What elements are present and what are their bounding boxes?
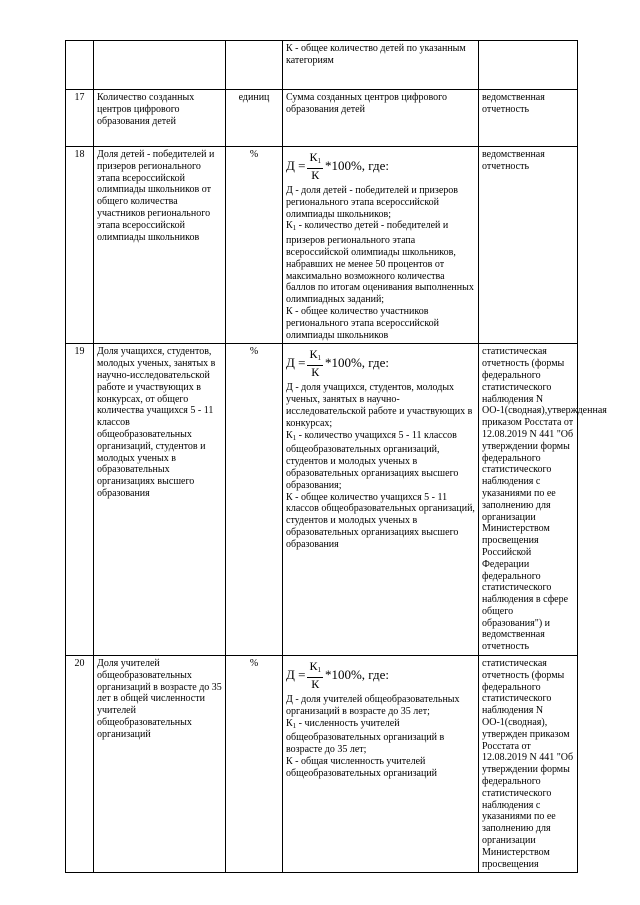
var-desc: - численность учителей общеобразовательных организаций в возрасте до 35 лет; [286, 717, 445, 756]
var-name: К [286, 429, 293, 441]
var-sub: 1 [292, 224, 297, 233]
formula-numerator-sub: 1 [317, 665, 321, 674]
table-row [66, 147, 578, 344]
formula-denominator: К [311, 167, 320, 182]
method-definition [286, 430, 475, 492]
table-row [66, 344, 578, 656]
table-row [66, 90, 578, 147]
indicators-table [65, 40, 610, 873]
formula-denominator: К [311, 676, 320, 691]
formula-numerator: К [309, 149, 318, 164]
method-text: К - общее количество детей по указанным категориям [286, 43, 466, 66]
method-definition [286, 718, 475, 756]
unit-cell [226, 41, 283, 90]
formula [286, 660, 475, 690]
method-text: Сумма созданных центров цифрового образования детей [283, 90, 479, 147]
formula-rhs: *100%, где: [324, 158, 389, 173]
var-sub: 1 [292, 433, 297, 442]
data-source: ведомственная отчетность [479, 90, 578, 147]
method-definition [286, 220, 475, 306]
unit: единиц [226, 90, 283, 147]
indicator-name: Доля детей - победителей и призеров регионального этапа всероссийской олимпиады школьников от общего количества участников регионального этапа всероссийской олимпиады школьников [94, 147, 226, 344]
table-row [66, 41, 578, 90]
method-definition: К - общая численность учителей общеобразовательных организаций [286, 756, 438, 779]
source-cell [479, 41, 578, 90]
method-definition: К - общее количество участников регионального этапа всероссийской олимпиады школьников [286, 305, 440, 341]
formula-fraction [307, 151, 323, 182]
formula-lhs: Д = [286, 667, 306, 683]
method-definition: Д - доля учителей общеобразовательных организаций в возрасте до 35 лет; [286, 694, 460, 717]
formula-denominator: К [311, 364, 320, 379]
method-cell [283, 344, 479, 656]
formula-lhs: Д = [286, 355, 306, 371]
indicator-name: Доля учителей общеобразовательных организаций в возрасте до 35 лет в общей численности учителей общеобразовательных организаций [94, 656, 226, 873]
unit: % [226, 656, 283, 873]
var-name: К [286, 220, 293, 232]
data-source: статистическая отчетность (формы федерального статистического наблюдения N ОО-1(сводная),утвержденная приказом Росстата от 12.08.2019 N 441 "Об утверждении формы федерального статистического наблюдения с указаниями по ее заполнению для организации Министерством просвещения Российской Федерации федерального статистического наблюдения в сфере общего образования") и ведомственная отчетность [479, 344, 578, 656]
var-desc: - количество детей - победителей и призеров регионального этапа всероссийской олимпиады школьников, набравших не менее 50 процентов от максимально возможного количества баллов по итогам оценивания выполненных олимпиадных заданий; [286, 220, 474, 306]
formula-rhs: *100%, где: [324, 667, 389, 683]
var-name: К [286, 717, 293, 729]
row-number-cell [66, 41, 94, 90]
data-source: статистическая отчетность (формы федерального статистического наблюдения N ОО-1(сводная), утвержден приказом Росстата от 12.08.2019 N 441 "Об утверждении формы федерального статистического наблюдения с указаниями по ее заполнению для организации Министерством просвещения [479, 656, 578, 873]
formula-numerator-sub: 1 [317, 156, 321, 165]
formula [286, 151, 475, 181]
formula-fraction [307, 348, 323, 379]
formula-lhs: Д = [286, 158, 306, 173]
row-number: 19 [66, 344, 94, 656]
method-cell [283, 656, 479, 873]
method-definition: К - общее количество учащихся 5 - 11 классов общеобразовательных организаций, студентов и молодых ученых в образовательных организациях высшего образования [286, 491, 475, 550]
data-source: ведомственная отчетность [479, 147, 578, 344]
formula-numerator-sub: 1 [317, 353, 321, 362]
method-cell [283, 41, 479, 90]
formula-rhs: *100%, где: [324, 355, 389, 371]
var-desc: - количество учащихся 5 - 11 классов общеобразовательных организаций, студентов и молодых ученых в образовательных организациях высшего образования; [286, 429, 459, 491]
unit: % [226, 344, 283, 656]
row-number: 20 [66, 656, 94, 873]
indicator-name: Количество созданных центров цифрового образования детей [94, 90, 226, 147]
formula-numerator: К [309, 346, 318, 361]
indicator-name: Доля учащихся, студентов, молодых ученых, занятых в научно-исследовательской работе и участвующих в конкурсах, от общего количества учащихся 5 - 11 классов общеобразовательных организаций, студентов и молодых ученых в образовательных организациях высшего образования [94, 344, 226, 656]
formula-fraction [307, 660, 323, 691]
method-definition: Д - доля учащихся, студентов, молодых ученых, занятых в научно-исследовательской работе и участвующих в конкурсах; [286, 382, 473, 429]
formula [286, 348, 475, 378]
method-definition: Д - доля детей - победителей и призеров регионального этапа всероссийской олимпиады школьников; [286, 185, 459, 220]
row-number: 18 [66, 147, 94, 344]
var-sub: 1 [292, 721, 297, 730]
table-row [66, 656, 578, 873]
indicator-name-cell [94, 41, 226, 90]
formula-numerator: К [309, 658, 318, 673]
unit: % [226, 147, 283, 344]
method-cell [283, 147, 479, 344]
row-number: 17 [66, 90, 94, 147]
